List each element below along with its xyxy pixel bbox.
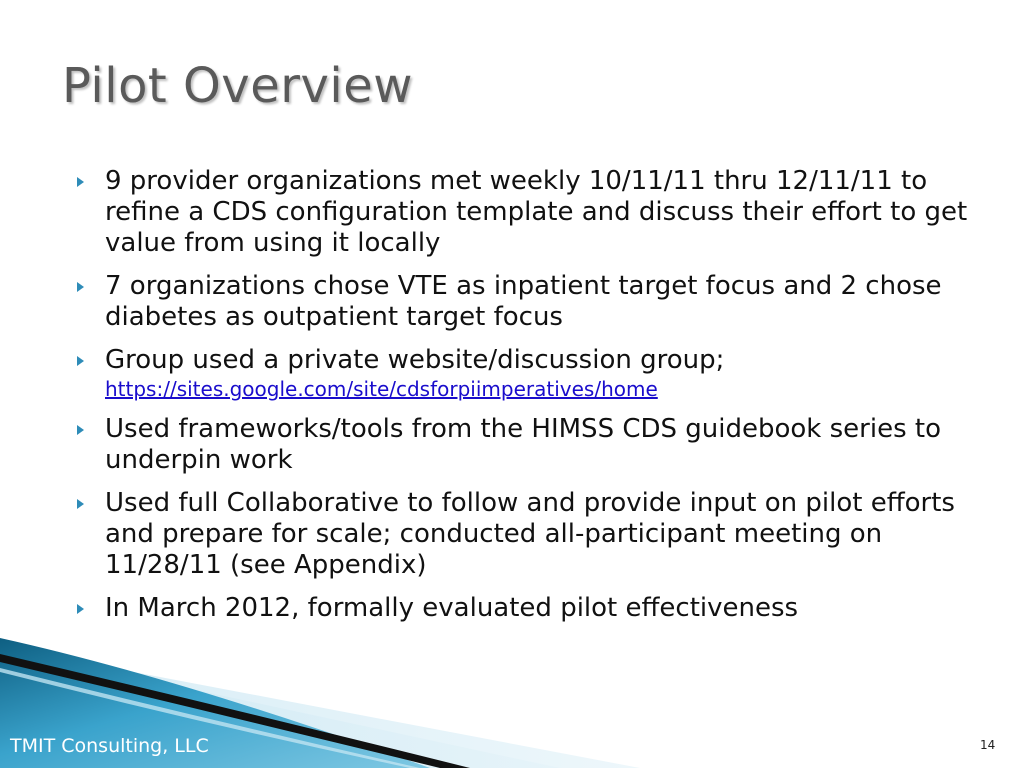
- bullet-text: 9 provider organizations met weekly 10/11/11 thru 12/11/11 to refine a CDS configuration template and discuss their effort to get value from using it locally: [105, 166, 968, 258]
- bullet-text: Used full Collaborative to follow and provide input on pilot efforts and prepare for scale; conducted all-participant meeting on 11/28/11 (see Appendix): [105, 488, 955, 580]
- bullet-arrow-icon: [77, 282, 84, 292]
- bullet-item: [74, 414, 974, 476]
- bullet-text: Used frameworks/tools from the HIMSS CDS guidebook series to underpin work: [105, 414, 941, 475]
- footer-company-name: TMIT Consulting, LLC: [10, 735, 209, 757]
- bullet-list: [74, 166, 974, 636]
- bullet-item: [74, 271, 974, 333]
- bullet-arrow-icon: [77, 604, 84, 614]
- page-number: 14: [980, 738, 996, 752]
- slide-title: Pilot Overview: [62, 58, 413, 114]
- bullet-item: [74, 488, 974, 581]
- bullet-item: [74, 166, 974, 259]
- bullet-arrow-icon: [77, 356, 84, 366]
- bullet-text: In March 2012, formally evaluated pilot effectiveness: [105, 593, 799, 623]
- bullet-text: Group used a private website/discussion group;: [105, 345, 725, 375]
- website-link[interactable]: https://sites.google.com/site/cdsforpiimperatives/home: [105, 377, 658, 401]
- bullet-item: [74, 345, 974, 402]
- bullet-text: 7 organizations chose VTE as inpatient target focus and 2 chose diabetes as outpatient target focus: [105, 271, 942, 332]
- bullet-arrow-icon: [77, 177, 84, 187]
- bullet-item: [74, 593, 974, 624]
- bullet-arrow-icon: [77, 425, 84, 435]
- bullet-arrow-icon: [77, 499, 84, 509]
